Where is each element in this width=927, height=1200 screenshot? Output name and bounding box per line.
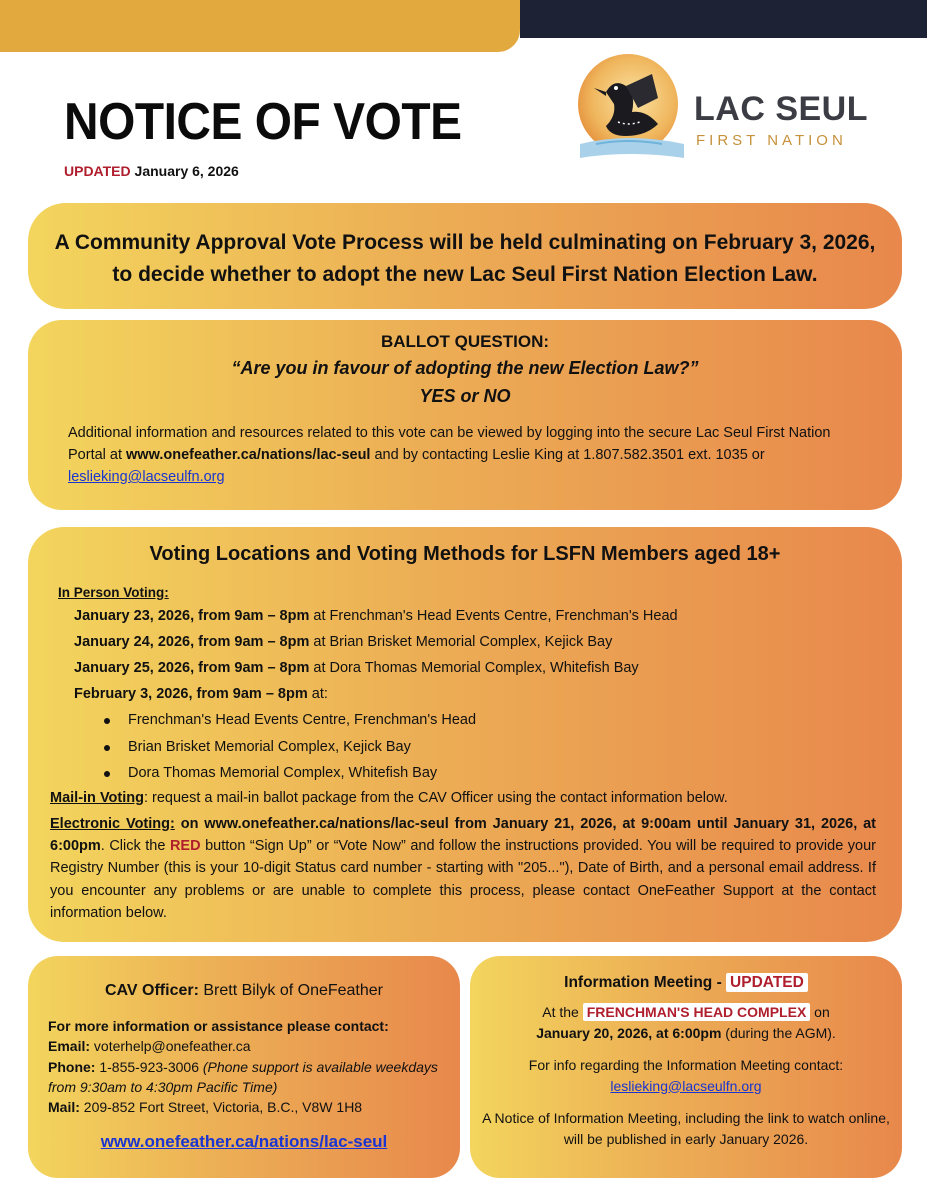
announcement-text — [38, 227, 892, 291]
ballot-question: “Are you in favour of adopting the new Election Law?” — [231, 358, 699, 378]
voting-date: January 23, 2026, from 9am – 8pm — [74, 608, 310, 624]
updated-badge: UPDATED — [726, 973, 808, 992]
lac-seul-logo — [566, 52, 866, 162]
cav-officer-line — [28, 982, 460, 1000]
voting-date: February 3, 2026, from 9am – 8pm — [74, 686, 308, 702]
voting-date-row — [74, 629, 876, 655]
onefeather-website-link[interactable]: www.onefeather.ca/nations/lac-seul — [100, 1132, 388, 1151]
meeting-date-line — [482, 1023, 890, 1044]
mail-in-text: : request a mail-in ballot package from the CAV Officer using the contact information below. — [143, 789, 728, 806]
info-meeting-body — [482, 1002, 890, 1149]
updated-date: January 6, 2026 — [134, 163, 239, 179]
header-navy-bar — [520, 0, 927, 38]
header-gold-bar — [0, 0, 520, 52]
updated-label: UPDATED — [64, 163, 131, 179]
list-item: Dora Thomas Memorial Complex, Whitefish Bay — [50, 760, 876, 787]
info-meeting-panel — [470, 956, 902, 1178]
cav-officer-label: CAV Officer: — [104, 982, 199, 999]
ballot-info-prefix: Additional information and resources related to this vote can be viewed by logging into the secure Lac Seul First Nation Portal at — [68, 425, 831, 463]
loon-icon — [566, 52, 696, 162]
electronic-label: Electronic Voting: — [50, 815, 175, 832]
cav-phone-note: (Phone support is available weekdays from 9:30am to 4:30pm Pacific Time) — [48, 1058, 438, 1095]
list-item: Brian Brisket Memorial Complex, Kejick Bay — [50, 734, 876, 761]
cav-contact-heading: For more information or assistance please contact: — [48, 1018, 389, 1034]
cav-website-row — [28, 1132, 460, 1152]
cav-mail-value: 209-852 Fort Street, Victoria, B.C., V8W 1H8 — [79, 1099, 363, 1116]
announcement-line-1: A Community Approval Vote Process will be held culminating on February 3, 2026, — [54, 231, 876, 254]
ballot-info — [68, 422, 866, 488]
cav-officer-panel — [28, 956, 460, 1178]
meeting-venue: FRENCHMAN'S HEAD COMPLEX — [583, 1003, 811, 1021]
electronic-text-2: button “Sign Up” or “Vote Now” and follow the instructions provided. You will be required to provide your Registry Number (this is your 10-digit Status card number - starting with "205..."), Date of Birth, and a personal email address. If you encounter any problems or are unable to complete this process, please contact OneFeather Support at the contact information below. — [50, 837, 877, 922]
meeting-notice: A Notice of Information Meeting, including the link to watch online, will be published in early January 2026. — [482, 1110, 890, 1147]
meeting-on-text: on — [810, 1004, 830, 1020]
meeting-contact-text: For info regarding the Information Meeting contact: — [528, 1057, 844, 1073]
portal-url: www.onefeather.ca/nations/lac-seul — [126, 447, 371, 463]
voting-place: at Frenchman's Head Events Centre, Frenchman's Head — [309, 608, 678, 624]
ballot-info-middle: and by contacting Leslie King at 1.807.582.3501 ext. 1035 or — [370, 447, 765, 463]
meeting-at-text: At the — [542, 1004, 583, 1020]
cav-email-value: voterhelp@onefeather.ca — [90, 1038, 251, 1055]
meeting-contact-email-link[interactable]: leslieking@lacseulfn.org — [610, 1077, 762, 1094]
voting-place: at Dora Thomas Memorial Complex, Whitefish Bay — [309, 660, 639, 676]
ballot-panel — [28, 320, 902, 510]
cav-mail-label: Mail: — [48, 1099, 80, 1116]
announcement-line-2: to decide whether to adopt the new Lac Seul First Nation Election Law. — [112, 263, 818, 286]
page-title: NOTICE OF VOTE — [64, 93, 462, 151]
list-item: Frenchman's Head Events Centre, Frenchman's Head — [50, 707, 876, 734]
voting-place: at: — [307, 686, 328, 702]
ballot-heading: BALLOT QUESTION: — [380, 332, 550, 351]
cav-phone-row — [48, 1057, 446, 1098]
red-button-word: RED — [169, 837, 201, 854]
voting-date: January 24, 2026, from 9am – 8pm — [74, 634, 310, 650]
meeting-date-note: (during the AGM). — [721, 1024, 836, 1041]
voting-body — [50, 583, 876, 925]
voting-date: January 25, 2026, from 9am – 8pm — [74, 660, 310, 676]
voting-heading: Voting Locations and Voting Methods for LSFN Members aged 18+ — [149, 543, 781, 565]
electronic-voting — [50, 813, 876, 925]
logo-subtitle: FIRST NATION — [696, 132, 847, 149]
info-meeting-title — [470, 974, 902, 992]
cav-mail-row — [48, 1097, 446, 1117]
meeting-date: January 20, 2026, at 6:00pm — [536, 1024, 722, 1041]
electronic-window: on www.onefeather.ca/nations/lac-seul from January 21, 2026, at 9:00am until January 31, 2026, at 6:00pm — [50, 815, 876, 854]
mail-in-label: Mail-in Voting — [50, 789, 144, 806]
meeting-venue-line — [482, 1002, 890, 1023]
voting-date-row — [74, 603, 876, 629]
updated-line — [64, 163, 239, 179]
logo-title: LAC SEUL — [694, 90, 868, 128]
in-person-label: In Person Voting: — [58, 585, 169, 600]
announcement-panel — [28, 203, 902, 309]
cav-contact-info — [48, 1016, 446, 1117]
voting-date-row — [74, 681, 876, 707]
ballot-options: YES or NO — [419, 386, 511, 406]
cav-phone-value: 1-855-923-3006 — [95, 1058, 203, 1075]
voting-date-row — [74, 655, 876, 681]
cav-phone-label: Phone: — [48, 1058, 96, 1075]
leslie-email-link[interactable]: leslieking@lacseulfn.org — [68, 469, 225, 485]
cav-email-label: Email: — [48, 1038, 91, 1055]
voting-place: at Brian Brisket Memorial Complex, Kejick Bay — [309, 634, 613, 650]
cav-email-row — [48, 1036, 446, 1056]
mail-in-voting — [50, 787, 876, 809]
info-meeting-title-text: Information Meeting - — [564, 974, 727, 991]
feb3-location-list — [50, 707, 876, 787]
cav-officer-name: Brett Bilyk of OneFeather — [198, 982, 383, 999]
voting-panel — [28, 527, 902, 942]
electronic-text-1: . Click the — [100, 837, 170, 854]
